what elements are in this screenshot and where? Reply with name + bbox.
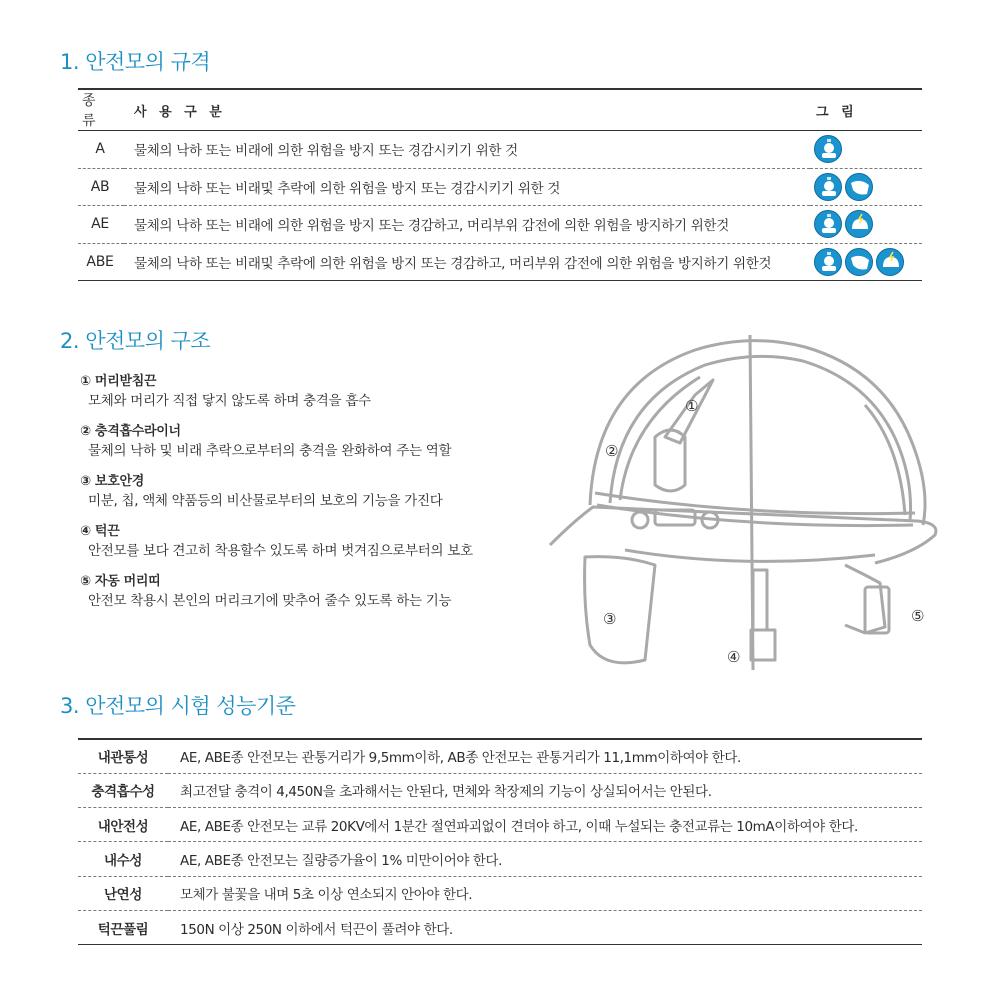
part-desc: 물체의 낙하 및 비래 추락으로부터의 충격을 완화하여 주는 역할 — [88, 443, 452, 459]
falling-object-icon — [814, 210, 842, 238]
row-type: AE — [78, 206, 124, 244]
part-title: ② 충격흡수라이너 — [80, 424, 181, 439]
table-row — [78, 243, 922, 281]
row-type: AB — [78, 168, 124, 206]
electric-shock-icon — [876, 248, 904, 276]
table-row — [78, 131, 922, 169]
marker-2: ② — [605, 442, 619, 460]
row-usage: 물체의 낙하 또는 비래및 추락에 의한 위험을 방지 또는 경감하고, 머리부위 감전에 의한 위험을 방지하기 위한것 — [124, 243, 810, 281]
criterion-name: 내관통성 — [78, 739, 168, 773]
criterion-desc: AE, ABE종 안전모는 관통거리가 9,5mm이하, AB종 안전모는 관통거리가 11,1mm이하여야 한다. — [168, 739, 922, 773]
marker-3: ③ — [603, 610, 617, 628]
list-item — [80, 420, 540, 459]
table-row — [78, 739, 922, 773]
helmet-spec-table — [78, 88, 922, 281]
list-item — [80, 520, 540, 559]
part-title: ③ 보호안경 — [80, 474, 144, 489]
table-row — [78, 808, 922, 842]
criterion-name: 내수성 — [78, 842, 168, 876]
section2-title: 2. 안전모의 구조 — [60, 329, 211, 353]
section3-title: 3. 안전모의 시험 성능기준 — [60, 694, 296, 718]
part-title: ⑤ 자동 머리띠 — [80, 574, 161, 589]
row-icons — [814, 248, 922, 276]
criterion-name: 내안전성 — [78, 808, 168, 842]
part-desc: 미분, 칩, 액체 약품등의 비산물로부터의 보호의 기능을 가진다 — [88, 493, 443, 509]
row-icons — [814, 210, 922, 238]
marker-4: ④ — [727, 648, 741, 666]
criterion-desc: 150N 이상 250N 이하에서 턱끈이 풀려야 한다. — [168, 910, 922, 944]
header-type: 종 류 — [78, 89, 124, 131]
table-row — [78, 773, 922, 807]
header-usage: 사 용 구 분 — [124, 89, 810, 131]
criterion-name: 충격흡수성 — [78, 773, 168, 807]
criterion-name: 난연성 — [78, 876, 168, 910]
row-usage: 물체의 낙하 또는 비래에 의한 위험을 방지 또는 경감시키기 위한 것 — [124, 131, 810, 169]
electric-shock-icon — [845, 210, 873, 238]
fall-icon — [845, 248, 873, 276]
performance-table — [78, 738, 922, 945]
header-picture: 그 림 — [810, 89, 922, 131]
table-row — [78, 876, 922, 910]
part-title: ① 머리받침끈 — [80, 374, 157, 389]
row-type: ABE — [78, 243, 124, 281]
marker-5: ⑤ — [911, 607, 925, 625]
falling-object-icon — [814, 173, 842, 201]
helmet-parts-list — [80, 370, 540, 620]
part-title: ④ 턱끈 — [80, 524, 120, 539]
list-item — [80, 570, 540, 609]
criterion-desc: AE, ABE종 안전모는 교류 20KV에서 1분간 절연파괴없이 견뎌야 하고, 이때 누설되는 충전교류는 10mA이하여야 한다. — [168, 808, 922, 842]
row-usage: 물체의 낙하 또는 비래에 의한 위험을 방지 또는 경감하고, 머리부위 감전에 의한 위험을 방지하기 위한것 — [124, 206, 810, 244]
criterion-desc: 최고전달 충격이 4,450N을 초과해서는 안된다, 면체와 착장제의 기능이 상실되어서는 안된다. — [168, 773, 922, 807]
marker-1: ① — [685, 397, 699, 415]
part-desc: 안전모 착용시 본인의 머리크기에 맞추어 줄수 있도록 하는 기능 — [88, 593, 452, 609]
falling-object-icon — [814, 135, 842, 163]
row-usage: 물체의 낙하 또는 비래및 추락에 의한 위험을 방지 또는 경감시키기 위한 것 — [124, 168, 810, 206]
criterion-desc: 모체가 불꽃을 내며 5초 이상 연소되지 안아야 한다. — [168, 876, 922, 910]
row-icons — [814, 135, 922, 163]
list-item — [80, 470, 540, 509]
table-header-row — [78, 89, 922, 131]
table-row — [78, 168, 922, 206]
list-item — [80, 370, 540, 409]
criterion-desc: AE, ABE종 안전모는 질량증가율이 1% 미만이어야 한다. — [168, 842, 922, 876]
part-desc: 모체와 머리가 직접 닿지 않도록 하며 충격을 흡수 — [88, 393, 371, 409]
table-row — [78, 206, 922, 244]
row-icons — [814, 173, 922, 201]
criterion-name: 턱끈풀림 — [78, 910, 168, 944]
table-row — [78, 842, 922, 876]
table-row — [78, 910, 922, 944]
falling-object-icon — [814, 248, 842, 276]
part-desc: 안전모를 보다 견고히 착용할수 있도록 하며 벗겨짐으로부터의 보호 — [88, 543, 473, 559]
section1-title: 1. 안전모의 규격 — [60, 50, 211, 74]
helmet-diagram — [545, 325, 955, 670]
fall-icon — [845, 173, 873, 201]
row-type: A — [78, 131, 124, 169]
